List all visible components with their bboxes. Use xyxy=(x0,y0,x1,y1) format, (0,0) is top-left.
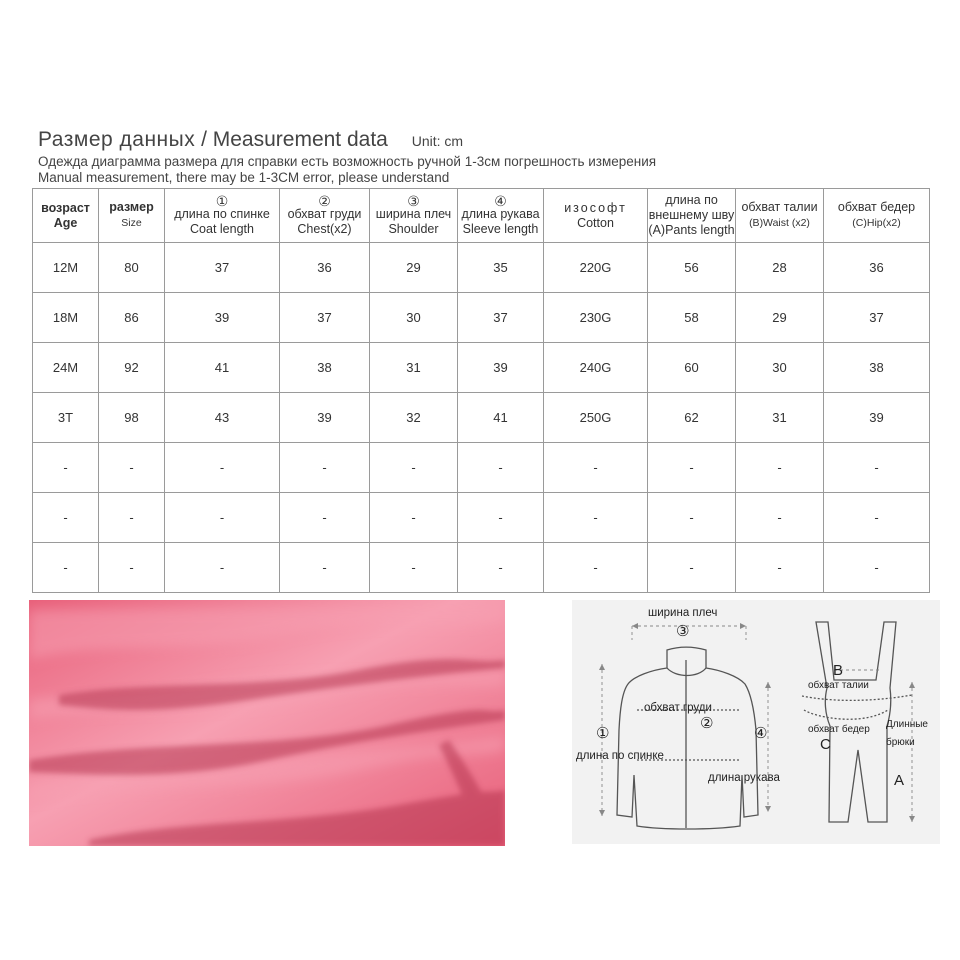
table-row xyxy=(33,243,930,293)
cell-coat-length: 39 xyxy=(165,293,280,343)
cell-waist: - xyxy=(736,493,824,543)
cell-waist: - xyxy=(736,443,824,493)
diagram-hip-label: обхват бедер xyxy=(808,724,870,735)
diagram-pants-letter: A xyxy=(894,772,905,789)
cell-hip: - xyxy=(824,443,930,493)
cell-sleeve-length: 35 xyxy=(458,243,544,293)
cell-sleeve-length: - xyxy=(458,493,544,543)
cell-sleeve-length: - xyxy=(458,443,544,493)
cell-coat-length: - xyxy=(165,443,280,493)
cell-chest: 37 xyxy=(280,293,370,343)
cell-hip: 39 xyxy=(824,393,930,443)
page-title xyxy=(38,128,463,152)
cell-age: 12M xyxy=(33,243,99,293)
cell-age: 24M xyxy=(33,343,99,393)
jacket-outline xyxy=(617,647,758,829)
cell-coat-length: 41 xyxy=(165,343,280,393)
cell-size: - xyxy=(99,443,165,493)
note-en: Manual measurement, there may be 1-3CM error, please understand xyxy=(38,170,450,185)
cell-size: - xyxy=(99,493,165,543)
header-waist: обхват талии (B)Waist (x2) xyxy=(736,189,824,243)
cell-chest: - xyxy=(280,443,370,493)
cell-cotton: - xyxy=(544,493,648,543)
cell-shoulder: 32 xyxy=(370,393,458,443)
cell-waist: 30 xyxy=(736,343,824,393)
cell-coat-length: - xyxy=(165,543,280,593)
fabric-texture xyxy=(29,600,505,846)
cell-size: 92 xyxy=(99,343,165,393)
header-hip: обхват бедер (C)Hip(x2) xyxy=(824,189,930,243)
cell-chest: - xyxy=(280,543,370,593)
table-row xyxy=(33,543,930,593)
header-age: возраст Age xyxy=(33,189,99,243)
cell-cotton: 250G xyxy=(544,393,648,443)
cell-sleeve-length: 37 xyxy=(458,293,544,343)
diagram-coat-num: ① xyxy=(596,725,610,742)
table-row xyxy=(33,343,930,393)
cell-size: 98 xyxy=(99,393,165,443)
diagram-pants-label-2: брюки xyxy=(886,737,915,748)
diagram-waist-label: обхват талии xyxy=(808,680,869,691)
cell-shoulder: 30 xyxy=(370,293,458,343)
cell-shoulder: 31 xyxy=(370,343,458,393)
cell-pants-length: 60 xyxy=(648,343,736,393)
unit-label: Unit: cm xyxy=(411,133,464,149)
overalls-outline xyxy=(816,622,896,822)
cell-chest: 38 xyxy=(280,343,370,393)
cell-size: 86 xyxy=(99,293,165,343)
cell-hip: 38 xyxy=(824,343,930,393)
garment-sketch xyxy=(572,600,940,844)
header-coat-length: ① длина по спинке Coat length xyxy=(165,189,280,243)
cell-sleeve-length: - xyxy=(458,543,544,593)
cell-waist: - xyxy=(736,543,824,593)
diagram-pants-label-1: Длинные xyxy=(886,719,928,730)
cell-shoulder: - xyxy=(370,443,458,493)
header-pants-length: длина по внешнему шву (A)Pants length xyxy=(648,189,736,243)
cell-pants-length: 62 xyxy=(648,393,736,443)
cell-age: - xyxy=(33,493,99,543)
title-ru: Размер данных xyxy=(38,128,196,151)
cell-chest: - xyxy=(280,493,370,543)
cell-hip: - xyxy=(824,543,930,593)
header-shoulder: ③ ширина плеч Shoulder xyxy=(370,189,458,243)
cell-cotton: - xyxy=(544,543,648,593)
cell-coat-length: - xyxy=(165,493,280,543)
header-cotton: изософт Cotton xyxy=(544,189,648,243)
diagram-sleeve-num: ④ xyxy=(754,725,768,742)
header-chest: ② обхват груди Chest(x2) xyxy=(280,189,370,243)
cell-sleeve-length: 41 xyxy=(458,393,544,443)
cell-pants-length: - xyxy=(648,443,736,493)
cell-sleeve-length: 39 xyxy=(458,343,544,393)
cell-age: 18M xyxy=(33,293,99,343)
diagram-chest-num: ② xyxy=(700,715,714,732)
cell-size: - xyxy=(99,543,165,593)
header-sleeve-length: ④ длина рукава Sleeve length xyxy=(458,189,544,243)
title-separator: / xyxy=(195,128,213,151)
cell-waist: 31 xyxy=(736,393,824,443)
cell-age: - xyxy=(33,543,99,593)
size-table xyxy=(32,188,930,593)
diagram-waist-letter: B xyxy=(833,662,844,679)
cell-waist: 28 xyxy=(736,243,824,293)
cell-pants-length: 56 xyxy=(648,243,736,293)
cell-pants-length: - xyxy=(648,493,736,543)
table-row xyxy=(33,293,930,343)
note-ru: Одежда диаграмма размера для справки есть возможность ручной 1-3см погрешность измерения xyxy=(38,154,657,169)
table-header-row xyxy=(33,189,930,243)
diagram-hip-letter: C xyxy=(820,736,831,753)
cell-hip: - xyxy=(824,493,930,543)
title-en: Measurement data xyxy=(212,128,388,151)
cell-age: - xyxy=(33,443,99,493)
cell-chest: 36 xyxy=(280,243,370,293)
table-row xyxy=(33,443,930,493)
diagram-chest-label: обхват груди xyxy=(644,702,712,714)
cell-hip: 36 xyxy=(824,243,930,293)
table-row xyxy=(33,493,930,543)
diagram-sleeve-label: длина рукава xyxy=(708,772,780,784)
cell-age: 3T xyxy=(33,393,99,443)
cell-shoulder: - xyxy=(370,543,458,593)
measurement-diagram xyxy=(572,600,940,844)
diagram-shoulder-label: ширина плеч xyxy=(648,607,718,619)
cell-pants-length: - xyxy=(648,543,736,593)
cell-cotton: 220G xyxy=(544,243,648,293)
cell-cotton: 240G xyxy=(544,343,648,393)
cell-size: 80 xyxy=(99,243,165,293)
cell-coat-length: 37 xyxy=(165,243,280,293)
fabric-photo xyxy=(29,600,505,846)
diagram-coat-label: длина по спинке xyxy=(576,750,664,762)
cell-waist: 29 xyxy=(736,293,824,343)
cell-hip: 37 xyxy=(824,293,930,343)
header-size: размер Size xyxy=(99,189,165,243)
cell-cotton: 230G xyxy=(544,293,648,343)
cell-cotton: - xyxy=(544,443,648,493)
cell-shoulder: 29 xyxy=(370,243,458,293)
cell-shoulder: - xyxy=(370,493,458,543)
cell-chest: 39 xyxy=(280,393,370,443)
cell-pants-length: 58 xyxy=(648,293,736,343)
diagram-shoulder-num: ③ xyxy=(676,623,690,640)
cell-coat-length: 43 xyxy=(165,393,280,443)
table-row xyxy=(33,393,930,443)
